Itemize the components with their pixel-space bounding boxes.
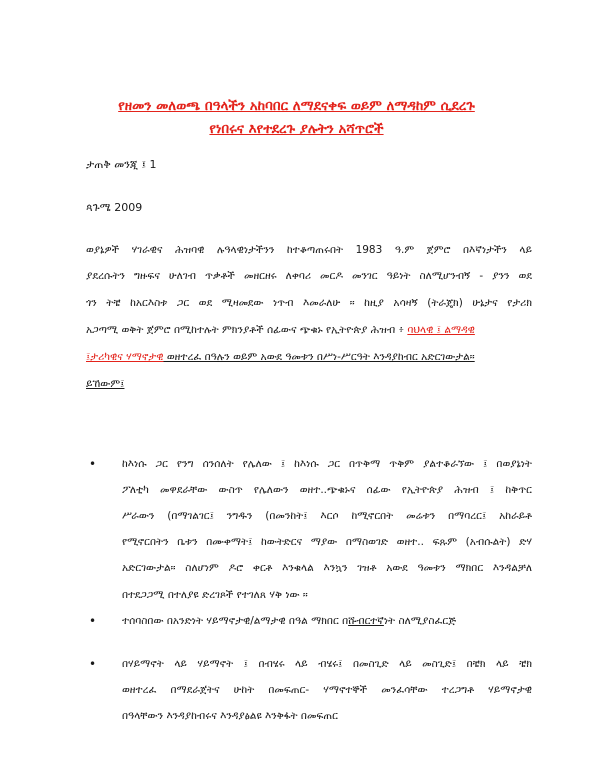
date-label: ጳጉሜ 2009: [86, 201, 143, 214]
bullet-3-line-2: ወዘተረፈ በማደራጀትና ሁከት በመፍጠር- ሃማኖተኞች መንፈሳቸው ተረጋግቶ ሃይማኖታዊ: [122, 684, 532, 696]
intro-line-1: ወያኔዎች ሃገራዊና ሕዝባዊ ሉዓላዊነታችንን ከተቆጣጠሩበት 1983 ዓ.ም ጀምሮ በእኛነታችን ላይ: [86, 244, 532, 256]
bullet-2-text-b: ነት ስለሚያስፈርጅ: [383, 615, 457, 627]
bullet-3-line-1: በሃይማኖት ላይ ሃይማኖት ፤ በብሄሩ ላይ ብሄሩ፤ በመስጊድ ላይ መስጊድ፤ በቼክ ላይ ቼክ: [122, 658, 532, 670]
bullet-marker-2: •: [89, 614, 97, 628]
intro-line-5-text: ወዘተረፈ በዓሉን ወይም አውደ ዓመቱን በሥነ-ሥርዓት እንዳያከብር አድርገውታል።: [163, 351, 475, 363]
bullet-2-underlined: ሹብርተኛ: [348, 615, 384, 627]
intro-highlight-2: ፤ታሪካዊና ሃማኖታዊ: [86, 351, 164, 363]
bullet-marker-3: •: [89, 657, 97, 671]
bullet-1-line-2: ፖለቲካ መዋደራቸው ውስጥ የሌለውን ወዘተ..ጭቁኑና ሰፊው የኢትዮጵያ ሕዝብ ፤ ከቅጥር: [122, 484, 532, 496]
intro-line-6: ይኸውም፤: [86, 378, 125, 390]
bullet-marker-1: •: [89, 457, 97, 471]
bullet-1-line-6: በተደጋጋሚ በተለያዩ ድረገጾች የተገለጸ ሃቅ ነው ።: [122, 589, 308, 601]
title-line-1: የዘመን መለወጫ በዓላችን አከባበር ለማደናቀፍ ወይም ለማዳከም ሲደረጉ: [118, 98, 475, 114]
bullet-1-line-4: የሚኖርበትን ቤቱን በሙቀማት፤ ከውትድርና ማያው በማስወገድ ወዘተ.. ፍጹም (አብሱልት) ድሃ: [122, 536, 532, 548]
intro-line-2: ያደረሱትን ግዙፍና ሁለገብ ጥቃቶች መዘርዘሩ ለቀባሪ መርዶ መንገር ዓይነት ስለሚሆንብኝ - ያንን ወደ: [86, 270, 532, 282]
bullet-2-text-a: ተሰባስበው በአንድነት ሃይማኖታዊ/ልማታዊ በዓል ማክበር በ: [122, 615, 349, 627]
bullet-1-line-3: ሥራውን (በማገልገር፤ ንግዱን (በመንከት፤ እርሶ ከሚኖርበት መሬቱን በማባረር፤ አከራይቶ: [122, 510, 532, 522]
document-title: [60, 95, 533, 141]
bullet-3-line-3: በዓላቸውን እንዳያከብሩና እንዳያፅልዩ እንቅፋት በመፍጠር: [122, 710, 338, 722]
intro-highlight-1: ባህላዊ ፤ ልማዳዊ: [407, 324, 475, 336]
intro-line-3: ጎን ትቼ ከአርእስቱ ጋር ወደ ሚዛመደው ነጥብ እመራለሁ ። ከዚያ አሳዛኝ (ትራጄክ) ሁኔታና የታሪክ: [86, 297, 532, 309]
intro-line-4: [86, 324, 475, 337]
bullet-2-line-1: [122, 615, 456, 628]
intro-line-4-text: አጋጣሚ ወቅት ጀምሮ በሚከተሉት ምክንያቶች ሰፊውና ጭቁኑ የኢትዮጵያ ሕዝብ ፥: [86, 324, 408, 336]
series-label: ታጠቅ መንጂ ፤ 1: [86, 158, 157, 171]
title-line-2: የነበሩና እየተደረጉ ያሉትን አሻጥሮች: [209, 121, 384, 137]
intro-line-5: [86, 351, 475, 364]
bullet-1-line-5: አድርገውታል። ስለሆነም ዶሮ ቀርቶ እንቁላል እንኳን ገዝቶ አውደ ዓመቱን ማክበር እንዳልቻለ: [122, 562, 532, 574]
bullet-1-line-1: ከእነሱ ጋር የንግ ሰንሰለት የሌለው ፤ ከእነሱ ጋር በጥቅማ ጥቅም ያልተቆራኘው ፤ በወያኔነት: [122, 458, 532, 470]
